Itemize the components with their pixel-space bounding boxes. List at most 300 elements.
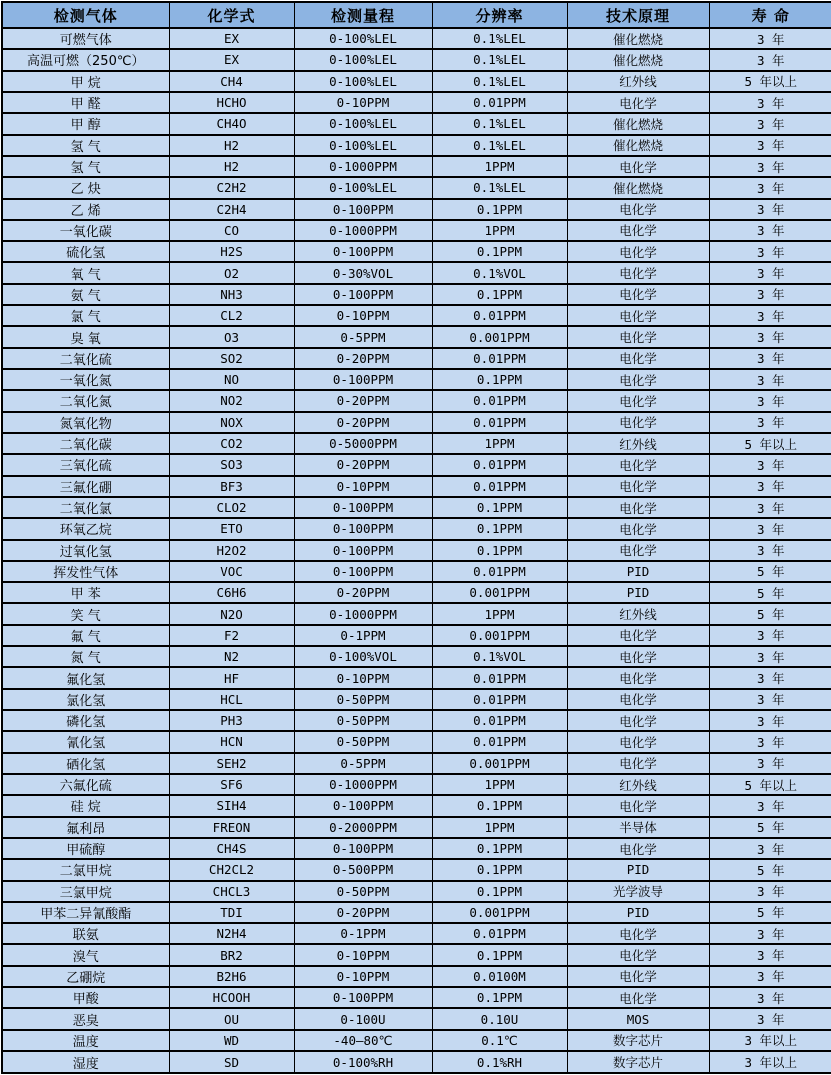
cell-resolution: 0.1PPM bbox=[432, 497, 567, 518]
table-row bbox=[2, 49, 831, 70]
cell-range: 0-20PPM bbox=[294, 582, 432, 603]
cell-gas: 乙硼烷 bbox=[2, 966, 169, 987]
table-row bbox=[2, 646, 831, 667]
table-row bbox=[2, 135, 831, 156]
cell-resolution: 0.01PPM bbox=[432, 92, 567, 113]
cell-gas: 温度 bbox=[2, 1030, 169, 1051]
cell-range: 0-100%LEL bbox=[294, 71, 432, 92]
cell-range: 0-100PPM bbox=[294, 838, 432, 859]
cell-formula: HCOOH bbox=[169, 987, 294, 1008]
cell-formula: VOC bbox=[169, 561, 294, 582]
cell-principle: 电化学 bbox=[567, 454, 709, 475]
cell-formula: CO2 bbox=[169, 433, 294, 454]
cell-formula: NOX bbox=[169, 412, 294, 433]
cell-formula: CHCL3 bbox=[169, 881, 294, 902]
cell-formula: HCHO bbox=[169, 92, 294, 113]
cell-lifespan: 3 年 bbox=[709, 476, 831, 497]
cell-principle: 电化学 bbox=[567, 987, 709, 1008]
cell-principle: 电化学 bbox=[567, 326, 709, 347]
cell-formula: O3 bbox=[169, 326, 294, 347]
cell-range: 0-10PPM bbox=[294, 476, 432, 497]
table-row bbox=[2, 731, 831, 752]
cell-principle: 电化学 bbox=[567, 220, 709, 241]
cell-lifespan: 3 年 bbox=[709, 284, 831, 305]
cell-formula: SIH4 bbox=[169, 795, 294, 816]
cell-range: 0-100%LEL bbox=[294, 49, 432, 70]
cell-gas: 氯化氢 bbox=[2, 689, 169, 710]
table-row bbox=[2, 625, 831, 646]
cell-principle: MOS bbox=[567, 1008, 709, 1029]
cell-formula: C2H2 bbox=[169, 177, 294, 198]
cell-gas: 二氧化氮 bbox=[2, 390, 169, 411]
cell-lifespan: 3 年 bbox=[709, 923, 831, 944]
cell-gas: 可燃气体 bbox=[2, 28, 169, 49]
cell-resolution: 0.1PPM bbox=[432, 241, 567, 262]
table-body bbox=[2, 28, 831, 1073]
cell-resolution: 0.01PPM bbox=[432, 390, 567, 411]
table-row bbox=[2, 710, 831, 731]
cell-resolution: 0.1%LEL bbox=[432, 49, 567, 70]
cell-range: 0-1PPM bbox=[294, 625, 432, 646]
table-row bbox=[2, 199, 831, 220]
cell-principle: 电化学 bbox=[567, 731, 709, 752]
cell-formula: SO3 bbox=[169, 454, 294, 475]
cell-lifespan: 3 年 bbox=[709, 390, 831, 411]
cell-lifespan: 3 年 bbox=[709, 28, 831, 49]
cell-formula: O2 bbox=[169, 262, 294, 283]
cell-principle: PID bbox=[567, 859, 709, 880]
cell-formula: N2 bbox=[169, 646, 294, 667]
cell-lifespan: 3 年以上 bbox=[709, 1030, 831, 1051]
cell-principle: 电化学 bbox=[567, 753, 709, 774]
cell-resolution: 0.001PPM bbox=[432, 326, 567, 347]
cell-gas: 联氨 bbox=[2, 923, 169, 944]
cell-range: 0-500PPM bbox=[294, 859, 432, 880]
cell-formula: CH4 bbox=[169, 71, 294, 92]
column-header-lifespan: 寿 命 bbox=[709, 2, 831, 28]
cell-lifespan: 3 年 bbox=[709, 795, 831, 816]
cell-principle: PID bbox=[567, 902, 709, 923]
cell-range: 0-10PPM bbox=[294, 667, 432, 688]
cell-gas: 氢 气 bbox=[2, 135, 169, 156]
cell-lifespan: 3 年 bbox=[709, 220, 831, 241]
cell-formula: NH3 bbox=[169, 284, 294, 305]
cell-formula: SEH2 bbox=[169, 753, 294, 774]
cell-lifespan: 3 年 bbox=[709, 326, 831, 347]
cell-resolution: 0.01PPM bbox=[432, 689, 567, 710]
cell-lifespan: 3 年 bbox=[709, 731, 831, 752]
cell-range: 0-20PPM bbox=[294, 412, 432, 433]
cell-range: 0-30%VOL bbox=[294, 262, 432, 283]
cell-range: 0-100PPM bbox=[294, 561, 432, 582]
cell-range: 0-10PPM bbox=[294, 305, 432, 326]
cell-gas: 甲硫醇 bbox=[2, 838, 169, 859]
cell-formula: CH4O bbox=[169, 113, 294, 134]
cell-lifespan: 5 年 bbox=[709, 582, 831, 603]
cell-resolution: 1PPM bbox=[432, 817, 567, 838]
cell-resolution: 0.01PPM bbox=[432, 412, 567, 433]
cell-principle: 电化学 bbox=[567, 795, 709, 816]
cell-resolution: 0.1%LEL bbox=[432, 177, 567, 198]
table-row bbox=[2, 774, 831, 795]
cell-lifespan: 3 年 bbox=[709, 135, 831, 156]
cell-lifespan: 3 年 bbox=[709, 305, 831, 326]
cell-gas: 一氧化碳 bbox=[2, 220, 169, 241]
table-row bbox=[2, 369, 831, 390]
cell-resolution: 0.1PPM bbox=[432, 284, 567, 305]
cell-range: 0-5PPM bbox=[294, 753, 432, 774]
cell-resolution: 0.1PPM bbox=[432, 369, 567, 390]
cell-gas: 氰化氢 bbox=[2, 731, 169, 752]
cell-range: 0-5000PPM bbox=[294, 433, 432, 454]
cell-range: 0-100PPM bbox=[294, 795, 432, 816]
cell-gas: 氮氧化物 bbox=[2, 412, 169, 433]
cell-range: 0-100%LEL bbox=[294, 177, 432, 198]
cell-resolution: 0.01PPM bbox=[432, 305, 567, 326]
cell-lifespan: 5 年 bbox=[709, 902, 831, 923]
cell-principle: 催化燃烧 bbox=[567, 113, 709, 134]
table-row bbox=[2, 603, 831, 624]
cell-range: 0-2000PPM bbox=[294, 817, 432, 838]
cell-resolution: 0.1PPM bbox=[432, 944, 567, 965]
cell-formula: CL2 bbox=[169, 305, 294, 326]
cell-principle: PID bbox=[567, 561, 709, 582]
cell-gas: 甲 醛 bbox=[2, 92, 169, 113]
cell-resolution: 1PPM bbox=[432, 603, 567, 624]
table-row bbox=[2, 902, 831, 923]
cell-resolution: 1PPM bbox=[432, 156, 567, 177]
cell-range: 0-100%VOL bbox=[294, 646, 432, 667]
cell-formula: N2H4 bbox=[169, 923, 294, 944]
cell-gas: 氟利昂 bbox=[2, 817, 169, 838]
cell-lifespan: 3 年 bbox=[709, 625, 831, 646]
cell-resolution: 0.01PPM bbox=[432, 710, 567, 731]
cell-formula: HCL bbox=[169, 689, 294, 710]
cell-formula: C6H6 bbox=[169, 582, 294, 603]
cell-resolution: 0.10U bbox=[432, 1008, 567, 1029]
cell-range: 0-50PPM bbox=[294, 731, 432, 752]
cell-formula: ETO bbox=[169, 518, 294, 539]
cell-gas: 高温可燃（250℃） bbox=[2, 49, 169, 70]
cell-resolution: 0.1PPM bbox=[432, 518, 567, 539]
cell-principle: 电化学 bbox=[567, 369, 709, 390]
cell-principle: 电化学 bbox=[567, 156, 709, 177]
cell-formula: WD bbox=[169, 1030, 294, 1051]
cell-lifespan: 3 年 bbox=[709, 944, 831, 965]
cell-lifespan: 3 年以上 bbox=[709, 1051, 831, 1073]
cell-lifespan: 3 年 bbox=[709, 241, 831, 262]
cell-resolution: 0.1%VOL bbox=[432, 646, 567, 667]
cell-formula: SO2 bbox=[169, 348, 294, 369]
cell-gas: 二氧化碳 bbox=[2, 433, 169, 454]
cell-principle: 红外线 bbox=[567, 774, 709, 795]
column-header-range: 检测量程 bbox=[294, 2, 432, 28]
cell-formula: PH3 bbox=[169, 710, 294, 731]
cell-range: 0-100%RH bbox=[294, 1051, 432, 1073]
cell-gas: 一氧化氮 bbox=[2, 369, 169, 390]
cell-principle: 电化学 bbox=[567, 923, 709, 944]
cell-resolution: 1PPM bbox=[432, 220, 567, 241]
cell-range: 0-20PPM bbox=[294, 348, 432, 369]
cell-range: 0-100%LEL bbox=[294, 135, 432, 156]
cell-gas: 氧 气 bbox=[2, 262, 169, 283]
table-row bbox=[2, 433, 831, 454]
cell-gas: 甲苯二异氰酸酯 bbox=[2, 902, 169, 923]
column-header-resolution: 分辨率 bbox=[432, 2, 567, 28]
cell-gas: 甲 苯 bbox=[2, 582, 169, 603]
cell-resolution: 0.0100M bbox=[432, 966, 567, 987]
cell-gas: 磷化氢 bbox=[2, 710, 169, 731]
column-header-gas: 检测气体 bbox=[2, 2, 169, 28]
cell-lifespan: 3 年 bbox=[709, 540, 831, 561]
cell-principle: PID bbox=[567, 582, 709, 603]
cell-principle: 催化燃烧 bbox=[567, 177, 709, 198]
cell-resolution: 0.1%LEL bbox=[432, 28, 567, 49]
table-row bbox=[2, 71, 831, 92]
cell-formula: N2O bbox=[169, 603, 294, 624]
cell-lifespan: 3 年 bbox=[709, 156, 831, 177]
cell-resolution: 0.01PPM bbox=[432, 731, 567, 752]
table-row bbox=[2, 966, 831, 987]
table-row bbox=[2, 753, 831, 774]
cell-lifespan: 3 年 bbox=[709, 518, 831, 539]
table-row bbox=[2, 113, 831, 134]
table-row bbox=[2, 476, 831, 497]
cell-gas: 氮 气 bbox=[2, 646, 169, 667]
cell-formula: H2S bbox=[169, 241, 294, 262]
table-row bbox=[2, 156, 831, 177]
cell-resolution: 0.01PPM bbox=[432, 348, 567, 369]
cell-gas: 甲 醇 bbox=[2, 113, 169, 134]
table-row bbox=[2, 177, 831, 198]
cell-gas: 氢 气 bbox=[2, 156, 169, 177]
cell-gas: 环氧乙烷 bbox=[2, 518, 169, 539]
table-row bbox=[2, 1008, 831, 1029]
cell-lifespan: 3 年 bbox=[709, 49, 831, 70]
cell-formula: SD bbox=[169, 1051, 294, 1073]
cell-range: 0-100PPM bbox=[294, 540, 432, 561]
cell-gas: 氟化氢 bbox=[2, 667, 169, 688]
cell-resolution: 0.1PPM bbox=[432, 859, 567, 880]
cell-gas: 二氯甲烷 bbox=[2, 859, 169, 880]
cell-resolution: 0.1%LEL bbox=[432, 113, 567, 134]
cell-lifespan: 3 年 bbox=[709, 689, 831, 710]
table-row bbox=[2, 923, 831, 944]
table-row bbox=[2, 220, 831, 241]
table-header bbox=[2, 2, 831, 28]
cell-range: 0-100PPM bbox=[294, 284, 432, 305]
cell-resolution: 0.1PPM bbox=[432, 838, 567, 859]
cell-lifespan: 3 年 bbox=[709, 646, 831, 667]
cell-lifespan: 5 年 bbox=[709, 817, 831, 838]
cell-resolution: 0.01PPM bbox=[432, 561, 567, 582]
cell-lifespan: 3 年 bbox=[709, 454, 831, 475]
table-row bbox=[2, 326, 831, 347]
cell-range: 0-100PPM bbox=[294, 199, 432, 220]
cell-formula: OU bbox=[169, 1008, 294, 1029]
cell-principle: 电化学 bbox=[567, 348, 709, 369]
cell-resolution: 0.1PPM bbox=[432, 795, 567, 816]
column-header-principle: 技术原理 bbox=[567, 2, 709, 28]
table-row bbox=[2, 817, 831, 838]
table-row bbox=[2, 262, 831, 283]
cell-principle: 电化学 bbox=[567, 390, 709, 411]
cell-formula: HF bbox=[169, 667, 294, 688]
cell-principle: 数字芯片 bbox=[567, 1051, 709, 1073]
cell-range: 0-50PPM bbox=[294, 881, 432, 902]
cell-range: 0-100U bbox=[294, 1008, 432, 1029]
cell-range: 0-50PPM bbox=[294, 710, 432, 731]
cell-resolution: 0.1PPM bbox=[432, 881, 567, 902]
cell-gas: 过氧化氢 bbox=[2, 540, 169, 561]
column-header-formula: 化学式 bbox=[169, 2, 294, 28]
cell-range: 0-1000PPM bbox=[294, 220, 432, 241]
cell-resolution: 0.1%VOL bbox=[432, 262, 567, 283]
cell-formula: CH4S bbox=[169, 838, 294, 859]
table-row bbox=[2, 795, 831, 816]
cell-lifespan: 3 年 bbox=[709, 1008, 831, 1029]
cell-lifespan: 3 年 bbox=[709, 92, 831, 113]
cell-range: 0-1000PPM bbox=[294, 774, 432, 795]
cell-formula: HCN bbox=[169, 731, 294, 752]
cell-gas: 三氯甲烷 bbox=[2, 881, 169, 902]
cell-gas: 湿度 bbox=[2, 1051, 169, 1073]
cell-principle: 电化学 bbox=[567, 518, 709, 539]
cell-lifespan: 5 年以上 bbox=[709, 433, 831, 454]
cell-lifespan: 3 年 bbox=[709, 369, 831, 390]
table-row bbox=[2, 859, 831, 880]
cell-principle: 电化学 bbox=[567, 305, 709, 326]
cell-gas: 乙 烯 bbox=[2, 199, 169, 220]
table-row bbox=[2, 987, 831, 1008]
cell-principle: 电化学 bbox=[567, 476, 709, 497]
cell-gas: 六氟化硫 bbox=[2, 774, 169, 795]
cell-gas: 硅 烷 bbox=[2, 795, 169, 816]
cell-gas: 氟 气 bbox=[2, 625, 169, 646]
cell-principle: 电化学 bbox=[567, 944, 709, 965]
cell-lifespan: 5 年以上 bbox=[709, 71, 831, 92]
cell-gas: 三氟化硼 bbox=[2, 476, 169, 497]
cell-principle: 电化学 bbox=[567, 966, 709, 987]
table-row bbox=[2, 284, 831, 305]
cell-principle: 数字芯片 bbox=[567, 1030, 709, 1051]
cell-principle: 红外线 bbox=[567, 603, 709, 624]
cell-lifespan: 3 年 bbox=[709, 412, 831, 433]
cell-formula: F2 bbox=[169, 625, 294, 646]
cell-principle: 电化学 bbox=[567, 710, 709, 731]
cell-principle: 电化学 bbox=[567, 497, 709, 518]
cell-resolution: 1PPM bbox=[432, 433, 567, 454]
cell-resolution: 0.1%LEL bbox=[432, 71, 567, 92]
cell-lifespan: 3 年 bbox=[709, 667, 831, 688]
cell-resolution: 1PPM bbox=[432, 774, 567, 795]
cell-range: 0-20PPM bbox=[294, 902, 432, 923]
table-row bbox=[2, 241, 831, 262]
cell-principle: 光学波导 bbox=[567, 881, 709, 902]
cell-resolution: 0.001PPM bbox=[432, 753, 567, 774]
cell-resolution: 0.1%RH bbox=[432, 1051, 567, 1073]
cell-range: 0-100PPM bbox=[294, 987, 432, 1008]
cell-gas: 二氧化硫 bbox=[2, 348, 169, 369]
cell-formula: C2H4 bbox=[169, 199, 294, 220]
cell-gas: 乙 炔 bbox=[2, 177, 169, 198]
cell-lifespan: 3 年 bbox=[709, 348, 831, 369]
table-row bbox=[2, 1051, 831, 1073]
cell-lifespan: 3 年 bbox=[709, 113, 831, 134]
cell-gas: 硒化氢 bbox=[2, 753, 169, 774]
table-row bbox=[2, 838, 831, 859]
cell-range: 0-1PPM bbox=[294, 923, 432, 944]
table-row bbox=[2, 1030, 831, 1051]
table-row bbox=[2, 497, 831, 518]
cell-principle: 电化学 bbox=[567, 241, 709, 262]
cell-resolution: 0.1%LEL bbox=[432, 135, 567, 156]
cell-range: 0-100%LEL bbox=[294, 113, 432, 134]
cell-gas: 二氧化氯 bbox=[2, 497, 169, 518]
cell-lifespan: 5 年以上 bbox=[709, 774, 831, 795]
cell-range: 0-1000PPM bbox=[294, 603, 432, 624]
table-row bbox=[2, 944, 831, 965]
cell-formula: CO bbox=[169, 220, 294, 241]
cell-principle: 电化学 bbox=[567, 262, 709, 283]
cell-resolution: 0.01PPM bbox=[432, 476, 567, 497]
cell-range: 0-100PPM bbox=[294, 369, 432, 390]
table-row bbox=[2, 582, 831, 603]
header-row bbox=[2, 2, 831, 28]
cell-formula: BR2 bbox=[169, 944, 294, 965]
table-row bbox=[2, 689, 831, 710]
cell-lifespan: 5 年 bbox=[709, 561, 831, 582]
table-row bbox=[2, 454, 831, 475]
cell-principle: 电化学 bbox=[567, 540, 709, 561]
cell-principle: 电化学 bbox=[567, 667, 709, 688]
cell-range: 0-100PPM bbox=[294, 497, 432, 518]
cell-range: 0-1000PPM bbox=[294, 156, 432, 177]
cell-range: 0-100%LEL bbox=[294, 28, 432, 49]
cell-lifespan: 5 年 bbox=[709, 603, 831, 624]
cell-range: 0-20PPM bbox=[294, 454, 432, 475]
cell-gas: 甲 烷 bbox=[2, 71, 169, 92]
cell-gas: 恶臭 bbox=[2, 1008, 169, 1029]
cell-lifespan: 3 年 bbox=[709, 199, 831, 220]
gas-sensor-spec-table bbox=[1, 1, 831, 1074]
cell-principle: 红外线 bbox=[567, 71, 709, 92]
cell-lifespan: 3 年 bbox=[709, 881, 831, 902]
table-row bbox=[2, 92, 831, 113]
cell-resolution: 0.1PPM bbox=[432, 199, 567, 220]
cell-formula: TDI bbox=[169, 902, 294, 923]
cell-resolution: 0.1PPM bbox=[432, 987, 567, 1008]
table-row bbox=[2, 667, 831, 688]
cell-lifespan: 3 年 bbox=[709, 262, 831, 283]
cell-range: 0-10PPM bbox=[294, 92, 432, 113]
table-row bbox=[2, 881, 831, 902]
cell-resolution: 0.001PPM bbox=[432, 625, 567, 646]
cell-formula: EX bbox=[169, 28, 294, 49]
cell-lifespan: 3 年 bbox=[709, 838, 831, 859]
cell-principle: 电化学 bbox=[567, 646, 709, 667]
cell-range: 0-100PPM bbox=[294, 241, 432, 262]
cell-range: -40—80℃ bbox=[294, 1030, 432, 1051]
cell-lifespan: 3 年 bbox=[709, 753, 831, 774]
cell-resolution: 0.001PPM bbox=[432, 902, 567, 923]
cell-gas: 臭 氧 bbox=[2, 326, 169, 347]
cell-lifespan: 5 年 bbox=[709, 859, 831, 880]
cell-resolution: 0.01PPM bbox=[432, 667, 567, 688]
cell-principle: 催化燃烧 bbox=[567, 28, 709, 49]
cell-resolution: 0.001PPM bbox=[432, 582, 567, 603]
table-row bbox=[2, 561, 831, 582]
